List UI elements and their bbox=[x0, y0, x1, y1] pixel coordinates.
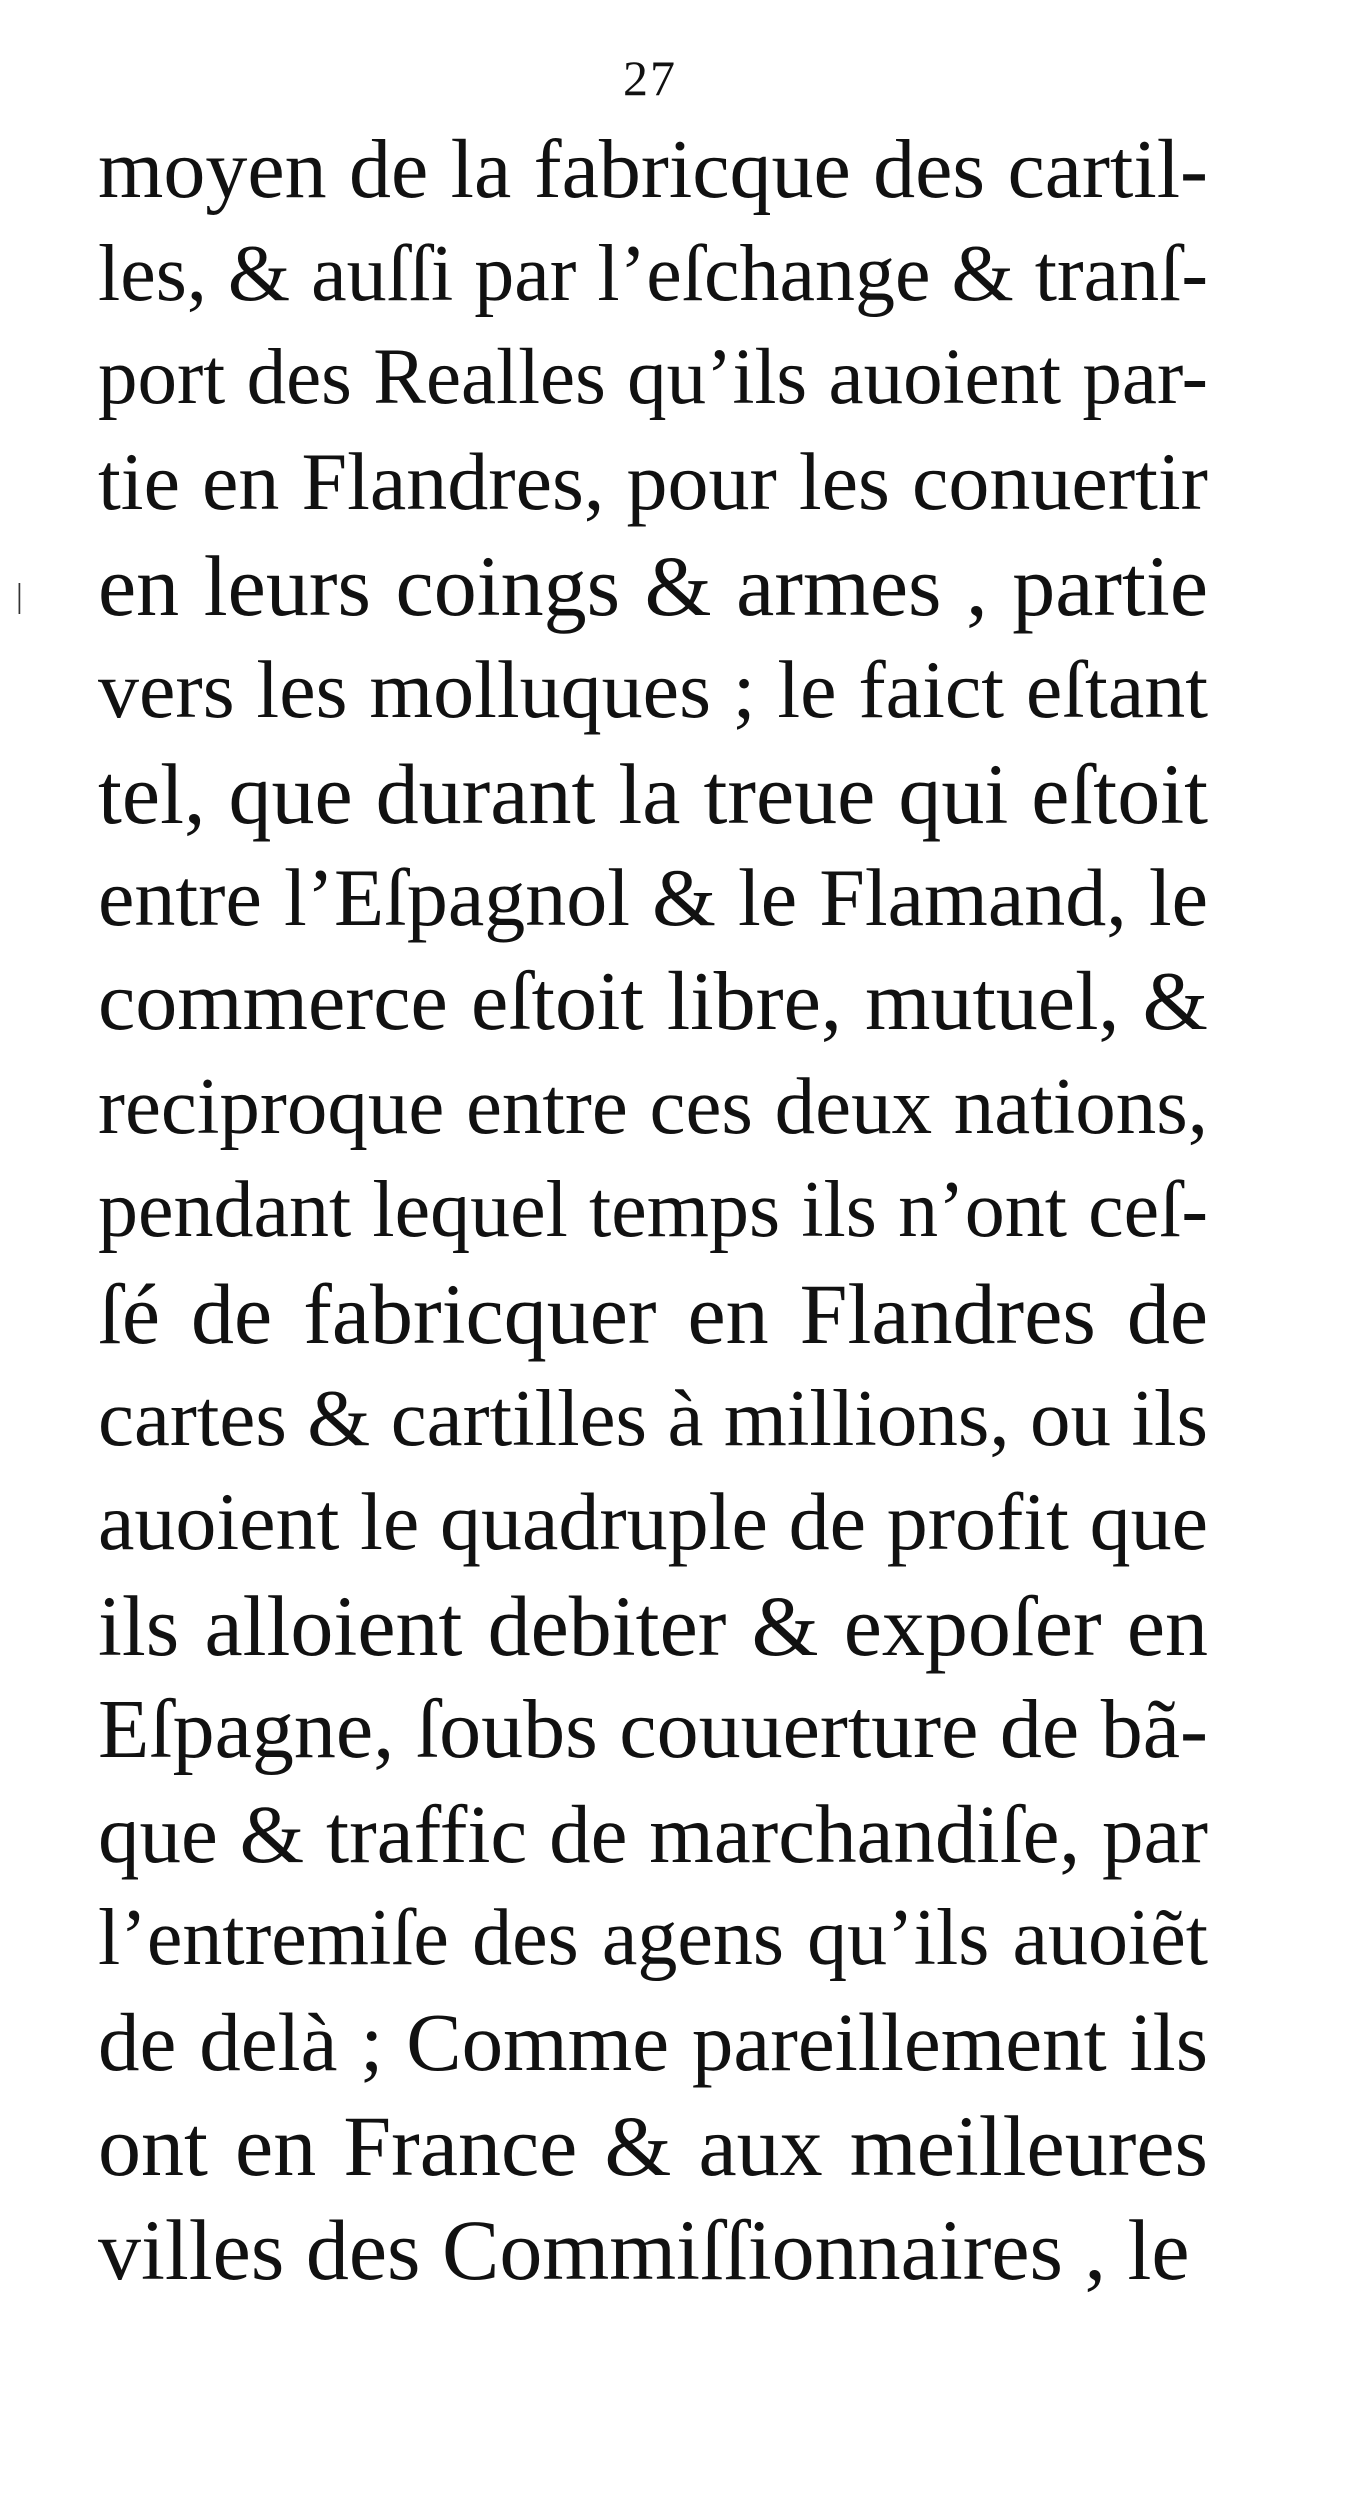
page-number: 27 bbox=[623, 50, 677, 106]
text-line: ont en France & aux meilleures bbox=[98, 2098, 1208, 2194]
text-line: l’entremiſe des agens qu’ils auoiẽt bbox=[98, 1894, 1208, 1982]
text-line: en leurs coings & armes , partie bbox=[98, 538, 1208, 634]
text-line: les, & auſſi par l’eſchange & tranſ- bbox=[98, 230, 1208, 318]
text-line: Eſpagne, ſoubs couuerture de bã- bbox=[98, 1683, 1208, 1776]
text-line: tel, que durant la treue qui eſtoit bbox=[98, 746, 1208, 842]
text-line: commerce eſtoit libre, mutuel, & bbox=[98, 955, 1208, 1048]
text-line: tie en Flandres, pour les conuertir bbox=[98, 436, 1208, 527]
text-line: cartes & cartilles à millions, ou ils bbox=[98, 1373, 1208, 1463]
text-line: ſé de fabricquer en Flandres de bbox=[98, 1266, 1208, 1362]
text-line: port des Realles qu’ils auoient par- bbox=[98, 334, 1208, 421]
text-line: moyen de la fabricque des cartil- bbox=[98, 123, 1208, 216]
text-line: vers les molluques ; le faict eſtant bbox=[98, 644, 1208, 735]
text-line: de delà ; Comme pareillement ils bbox=[98, 1996, 1208, 2088]
margin-mark: | bbox=[16, 578, 23, 615]
text-line: reciproque entre ces deux nations, bbox=[98, 1061, 1208, 1151]
text-line: villes des Commiſſionnaires , le bbox=[98, 2202, 1190, 2298]
text-line: entre l’Eſpagnol & le Flamand, le bbox=[98, 852, 1208, 943]
text-line: auoient le quadruple de profit que bbox=[98, 1476, 1208, 1567]
text-line: que & traffic de marchandiſe, par bbox=[98, 1788, 1208, 1880]
body-text bbox=[98, 118, 1208, 2302]
text-line: ils alloient debiter & expoſer en bbox=[98, 1578, 1208, 1674]
text-line: pendant lequel temps ils n’ont ceſ- bbox=[98, 1166, 1208, 1254]
